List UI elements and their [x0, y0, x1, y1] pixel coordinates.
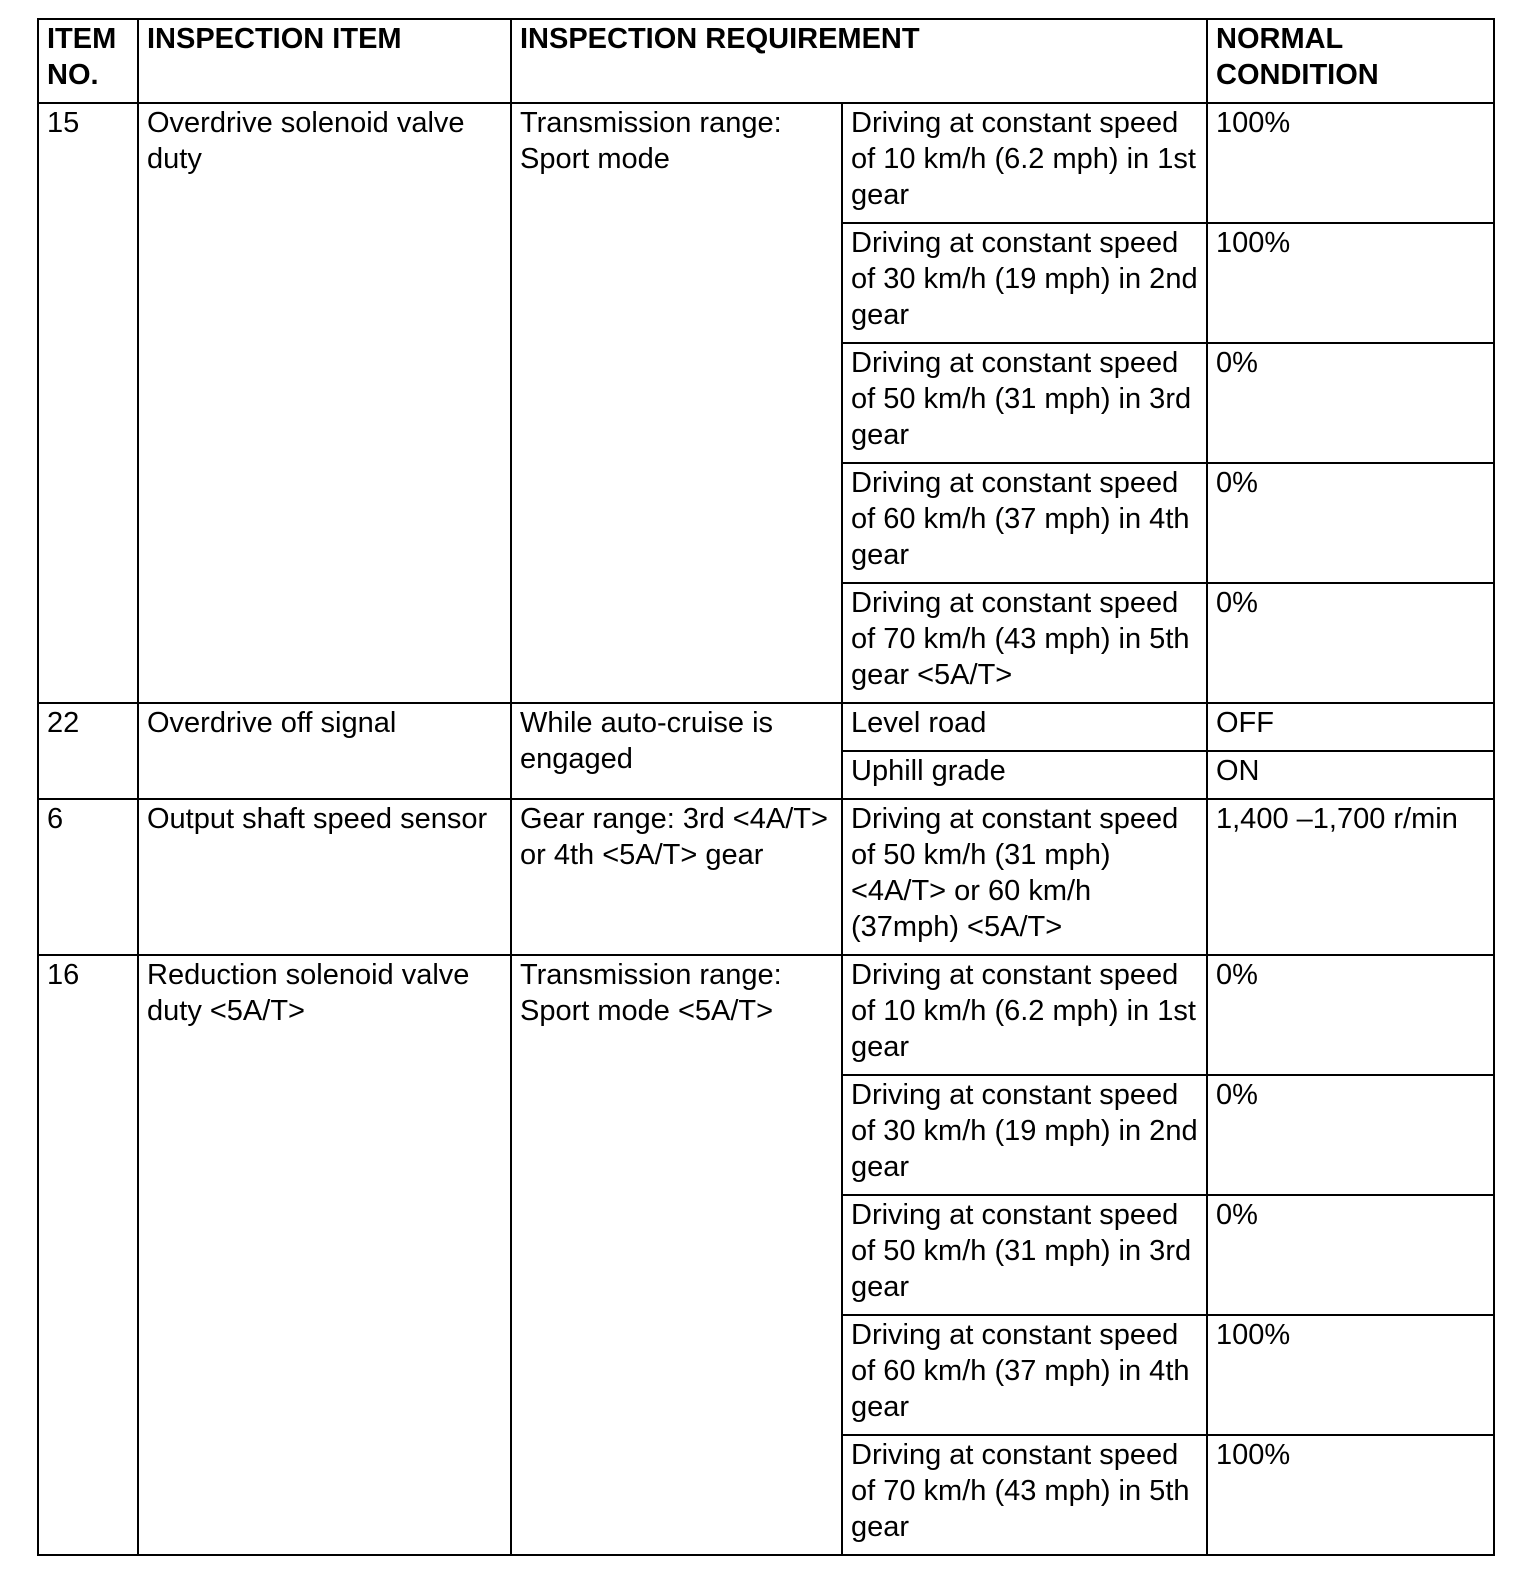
item-no-cell: 16 [38, 955, 138, 1555]
normal-condition-cell: 0% [1207, 1075, 1494, 1195]
table-row [38, 703, 1494, 751]
normal-condition-cell: 0% [1207, 343, 1494, 463]
requirement-cell: Transmission range: Sport mode <5A/T> [511, 955, 842, 1555]
condition-cell: Level road [842, 703, 1207, 751]
header-inspection-requirement: INSPECTION REQUIREMENT [511, 19, 1207, 103]
condition-cell: Driving at constant speed of 50 km/h (31 mph) in 3rd gear [842, 343, 1207, 463]
header-row [38, 19, 1494, 103]
normal-condition-cell: ON [1207, 751, 1494, 799]
condition-cell: Driving at constant speed of 70 km/h (43 mph) in 5th gear <5A/T> [842, 583, 1207, 703]
requirement-cell: Gear range: 3rd <4A/T> or 4th <5A/T> gear [511, 799, 842, 955]
condition-cell: Driving at constant speed of 30 km/h (19 mph) in 2nd gear [842, 1075, 1207, 1195]
condition-cell: Driving at constant speed of 50 km/h (31 mph) in 3rd gear [842, 1195, 1207, 1315]
inspection-item-cell: Overdrive solenoid valve duty [138, 103, 511, 703]
normal-condition-cell: 0% [1207, 463, 1494, 583]
condition-cell: Uphill grade [842, 751, 1207, 799]
inspection-table [37, 18, 1495, 1556]
header-normal-condition: NORMAL CONDITION [1207, 19, 1494, 103]
inspection-item-cell: Output shaft speed sensor [138, 799, 511, 955]
condition-cell: Driving at constant speed of 60 km/h (37 mph) in 4th gear [842, 463, 1207, 583]
normal-condition-cell: 100% [1207, 103, 1494, 223]
table-header [38, 19, 1494, 103]
header-inspection-item: INSPECTION ITEM [138, 19, 511, 103]
inspection-item-cell: Overdrive off signal [138, 703, 511, 799]
inspection-item-cell: Reduction solenoid valve duty <5A/T> [138, 955, 511, 1555]
normal-condition-cell: OFF [1207, 703, 1494, 751]
table-row [38, 955, 1494, 1075]
condition-cell: Driving at constant speed of 70 km/h (43 mph) in 5th gear [842, 1435, 1207, 1555]
normal-condition-cell: 1,400 –1,700 r/min [1207, 799, 1494, 955]
normal-condition-cell: 100% [1207, 223, 1494, 343]
normal-condition-cell: 100% [1207, 1435, 1494, 1555]
item-no-cell: 6 [38, 799, 138, 955]
condition-cell: Driving at constant speed of 10 km/h (6.2 mph) in 1st gear [842, 103, 1207, 223]
table-body [38, 103, 1494, 1555]
table-row [38, 799, 1494, 955]
item-no-cell: 22 [38, 703, 138, 799]
item-no-cell: 15 [38, 103, 138, 703]
normal-condition-cell: 0% [1207, 955, 1494, 1075]
condition-cell: Driving at constant speed of 60 km/h (37 mph) in 4th gear [842, 1315, 1207, 1435]
header-item-no: ITEM NO. [38, 19, 138, 103]
condition-cell: Driving at constant speed of 50 km/h (31 mph) <4A/T> or 60 km/h (37mph) <5A/T> [842, 799, 1207, 955]
normal-condition-cell: 100% [1207, 1315, 1494, 1435]
condition-cell: Driving at constant speed of 30 km/h (19 mph) in 2nd gear [842, 223, 1207, 343]
table-row [38, 103, 1494, 223]
condition-cell: Driving at constant speed of 10 km/h (6.2 mph) in 1st gear [842, 955, 1207, 1075]
requirement-cell: Transmission range: Sport mode [511, 103, 842, 703]
requirement-cell: While auto-cruise is engaged [511, 703, 842, 799]
normal-condition-cell: 0% [1207, 583, 1494, 703]
normal-condition-cell: 0% [1207, 1195, 1494, 1315]
